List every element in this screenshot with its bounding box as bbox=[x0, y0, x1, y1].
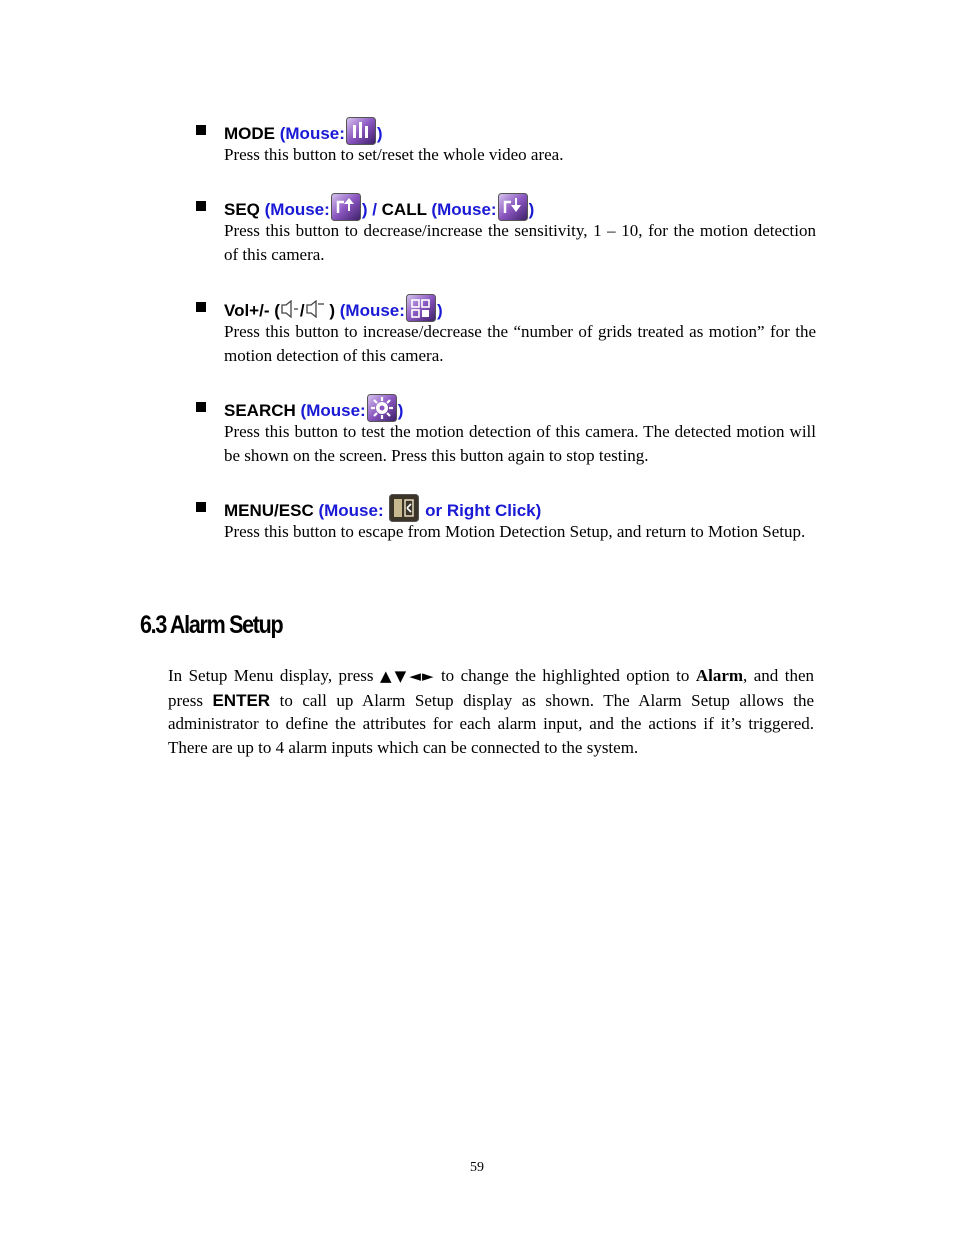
vol-button-icon bbox=[406, 294, 436, 322]
arrow-keys-icon: ▲▼◄► bbox=[379, 667, 435, 685]
seq-call-item: SEQ (Mouse: ) / CALL (Mouse: ) Press this button to decrease/increase the sensitivity, 1 – 10, for the motion detection of this camera. bbox=[196, 190, 816, 266]
call-key: CALL bbox=[381, 200, 427, 219]
seq-call-description: Press this button to decrease/increase the sensitivity, 1 – 10, for the motion detection of this camera. bbox=[224, 221, 816, 264]
vol-item: Vol+/- ( / ) (Mouse: ) Press this button to increase/decrease the “number of grids treated as motion” for the motion detection of this camera. bbox=[196, 291, 816, 367]
bullet-square bbox=[196, 502, 206, 512]
search-description: Press this button to test the motion detection of this camera. The detected motion will be shown on the screen. Press this button again to stop testing. bbox=[224, 422, 816, 465]
search-item: SEARCH (Mouse: ) Press this button to test the motion detection of this camera. The detected motion will be shown on the screen. Press this button again to stop testing. bbox=[196, 391, 816, 467]
page-number: 59 bbox=[470, 1160, 484, 1175]
speaker-up-icon bbox=[305, 300, 325, 318]
search-button-icon bbox=[367, 394, 397, 422]
vol-key: Vol+/- ( bbox=[224, 301, 280, 320]
section-heading: 6.3 Alarm Setup bbox=[140, 611, 283, 639]
alarm-setup-paragraph: In Setup Menu display, press ▲▼◄► to change the highlighted option to Alarm, and then press ENTER to call up Alarm Setup display as shown. The Alarm Setup allows the administrator to define the attributes for each alarm input, and the actions if it’s triggered. There are up to 4 alarm inputs which can be connected to the system. bbox=[168, 666, 815, 757]
call-button-icon bbox=[498, 193, 528, 221]
bullet-square bbox=[196, 201, 206, 211]
seq-key: SEQ bbox=[224, 200, 260, 219]
mode-item: MODE (Mouse: ) Press this button to set/reset the whole video area. bbox=[196, 114, 816, 167]
menu-esc-item: MENU/ESC (Mouse: or Right Click) Press this button to escape from Motion Detection Setup, and return to Motion Setup. bbox=[196, 491, 816, 544]
mode-mouse-label: (Mouse: bbox=[279, 124, 345, 143]
search-key: SEARCH bbox=[224, 401, 296, 420]
vol-description: Press this button to increase/decrease the “number of grids treated as motion” for the motion detection of this camera. bbox=[224, 322, 816, 365]
mode-button-icon bbox=[346, 117, 376, 145]
menu-button-icon bbox=[389, 494, 419, 522]
mode-key: MODE bbox=[224, 124, 275, 143]
bullet-square bbox=[196, 125, 206, 135]
bullet-square bbox=[196, 402, 206, 412]
speaker-down-icon bbox=[280, 300, 300, 318]
mode-description: Press this button to set/reset the whole video area. bbox=[224, 145, 564, 164]
bullet-square bbox=[196, 302, 206, 312]
menu-esc-description: Press this button to escape from Motion Detection Setup, and return to Motion Setup. bbox=[224, 522, 806, 541]
seq-button-icon bbox=[331, 193, 361, 221]
menu-key: MENU/ESC bbox=[224, 501, 314, 520]
